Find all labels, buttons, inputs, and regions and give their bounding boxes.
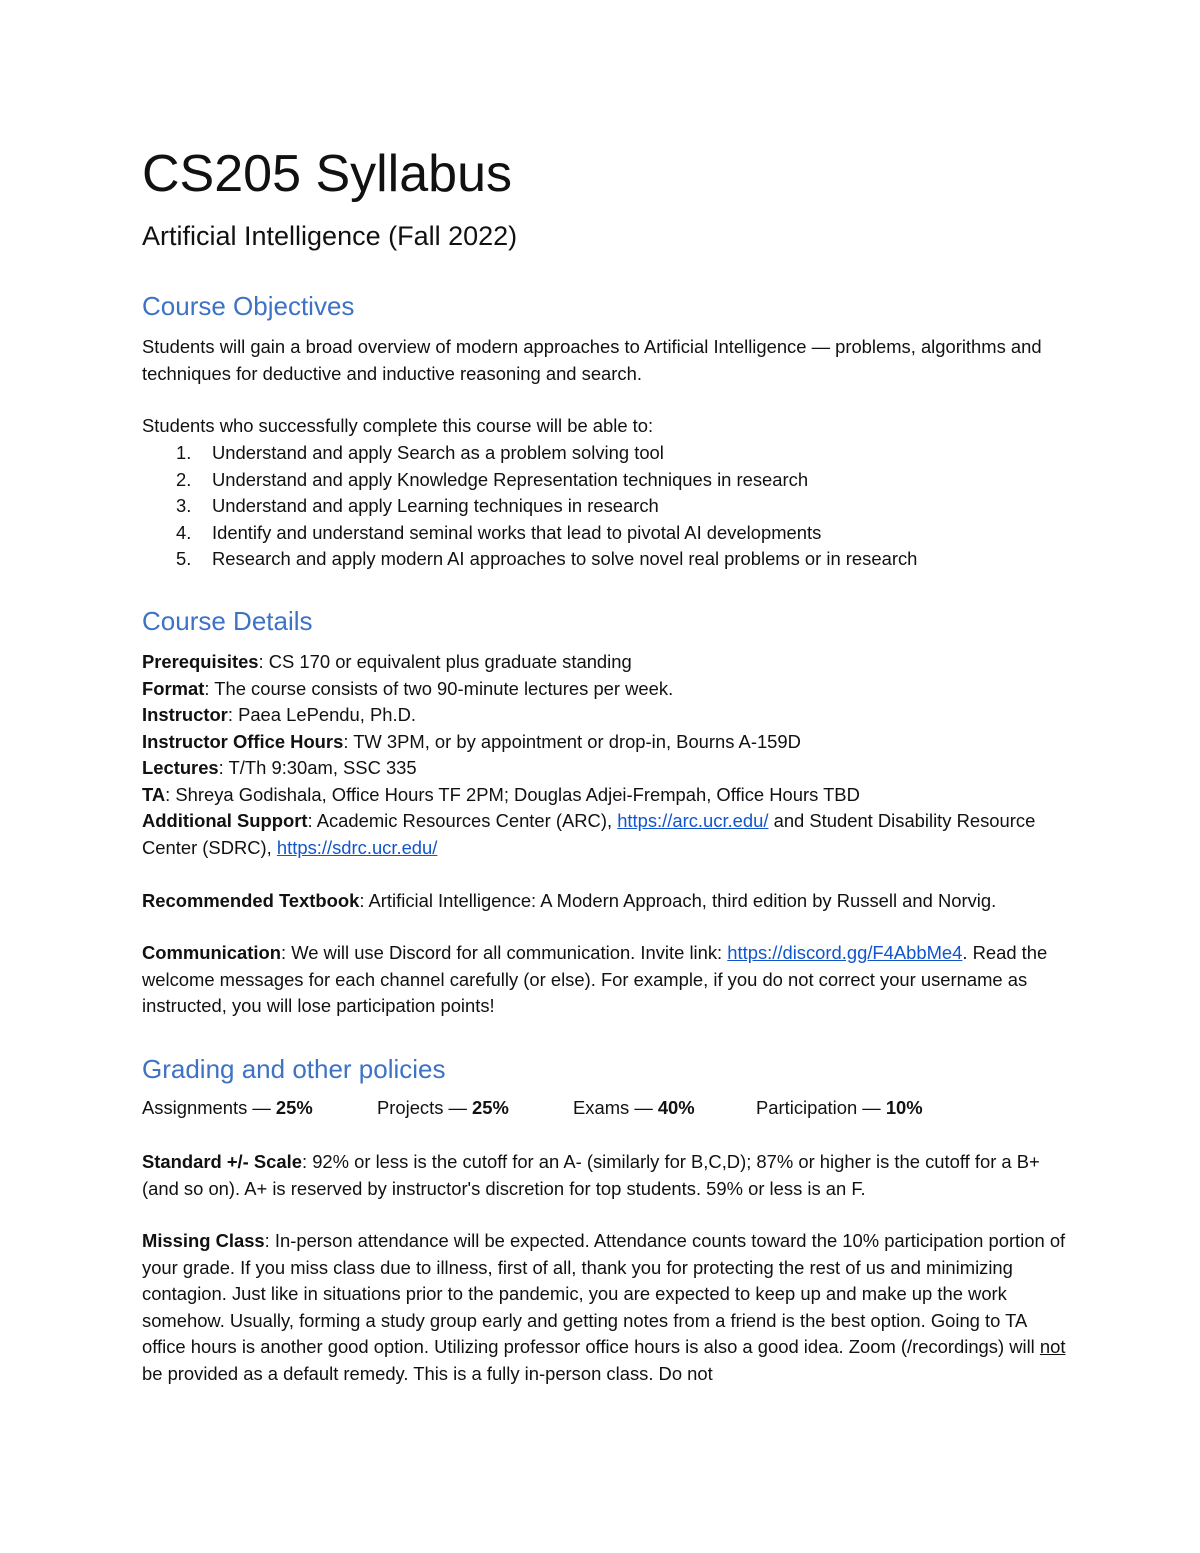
missing-class-label: Missing Class [142,1230,265,1251]
support-text-2: and Student Disability Resource Center (SDRC), [142,810,1036,858]
heading-grading: Grading and other policies [142,1054,446,1084]
missing-class-text-1: : In-person attendance will be expected. Attendance counts toward the 10% participation portion of your grade. If you miss class due to illness, first of all, thank you for protecting the rest of us and minimizing contagion. Just like in situations prior to the pandemic, you are expected to keep up and make up the work somehow. Usually, forming a study group early and getting notes from a friend is the best option. Going to TA office hours is another good option. Utilizing professor office hours is also a good idea. Zoom (/recordings) will [142,1230,1066,1357]
missing-class-paragraph [142,1228,1072,1387]
scale-paragraph [142,1149,1072,1202]
format-value: : The course consists of two 90-minute lectures per week. [204,677,674,699]
textbook-paragraph [142,888,1072,915]
communication-label: Communication [142,942,281,963]
grade-exams: Exams — 40% [573,1097,695,1118]
grade-assignments: Assignments — 25% [142,1097,313,1118]
list-item: 4. Identify and understand seminal works that lead to pivotal AI developments [176,521,822,543]
heading-course-details: Course Details [142,606,313,636]
grade-projects: Projects — 25% [377,1097,509,1118]
discord-link[interactable]: https://discord.gg/F4AbbMe4 [727,942,963,963]
support-label: Additional Support [142,810,308,831]
communication-text-1: : We will use Discord for all communication. Invite link: [280,942,728,963]
list-item: 2. Understand and apply Knowledge Representation techniques in research [176,468,809,490]
objectives-intro: Students will gain a broad overview of modern approaches to Artificial Intelligence — problems, algorithms and techniques for deductive and inductive reasoning and search. [142,336,1042,384]
lectures-label: Lectures [142,757,219,778]
format-label: Format [142,677,205,699]
objectives-lead: Students who successfully complete this course will be able to: [142,415,654,436]
prereq-label: Prerequisites [142,651,259,672]
scale-value: : 92% or less is the cutoff for an A- (similarly for B,C,D); 87% or higher is the cutoff for a B+ (and so on). A+ is reserved by instructor's discretion for top students. 59% or less is an F. [142,1151,1040,1199]
prereq-value: : CS 170 or equivalent plus graduate standing [258,651,632,672]
textbook-label: Recommended Textbook [142,890,360,911]
office-hours-value: : TW 3PM, or by appointment or drop-in, Bourns A-159D [343,730,801,752]
support-text-1: : Academic Resources Center (ARC), [307,810,618,831]
details-block [142,649,1072,861]
arc-link[interactable]: https://arc.ucr.edu/ [617,810,769,831]
grade-participation: Participation — 10% [756,1097,923,1118]
office-hours-label: Instructor Office Hours [142,730,344,752]
list-item: 3. Understand and apply Learning techniques in research [176,495,659,516]
instructor-value: : Paea LePendu, Ph.D. [227,704,416,725]
communication-text-2: . Read the welcome messages for each channel carefully (or else). For example, if you do not correct your username as instructed, you will lose participation points! [142,942,1048,1016]
communication-paragraph [142,940,1072,1020]
page-subtitle: Artificial Intelligence (Fall 2022) [142,221,518,251]
ta-value: : Shreya Godishala, Office Hours TF 2PM; Douglas Adjei-Frempah, Office Hours TBD [165,783,860,805]
list-item: 1. Understand and apply Search as a problem solving tool [176,442,664,463]
missing-class-text-2: be provided as a default remedy. This is a fully in-person class. Do not [142,1362,713,1384]
instructor-label: Instructor [142,704,228,725]
scale-label: Standard +/- Scale [142,1151,302,1172]
sdrc-link[interactable]: https://sdrc.ucr.edu/ [276,836,438,858]
ta-label: TA [142,783,166,805]
heading-course-objectives: Course Objectives [142,291,355,321]
list-item: 5. Research and apply modern AI approaches to solve novel real problems or in research [176,548,918,569]
page-title: CS205 Syllabus [142,145,512,203]
lectures-value: : T/Th 9:30am, SSC 335 [218,757,417,778]
missing-class-not: not [1039,1336,1066,1357]
objectives-list [142,440,917,573]
textbook-value: : Artificial Intelligence: A Modern Approach, third edition by Russell and Norvig. [359,890,997,911]
